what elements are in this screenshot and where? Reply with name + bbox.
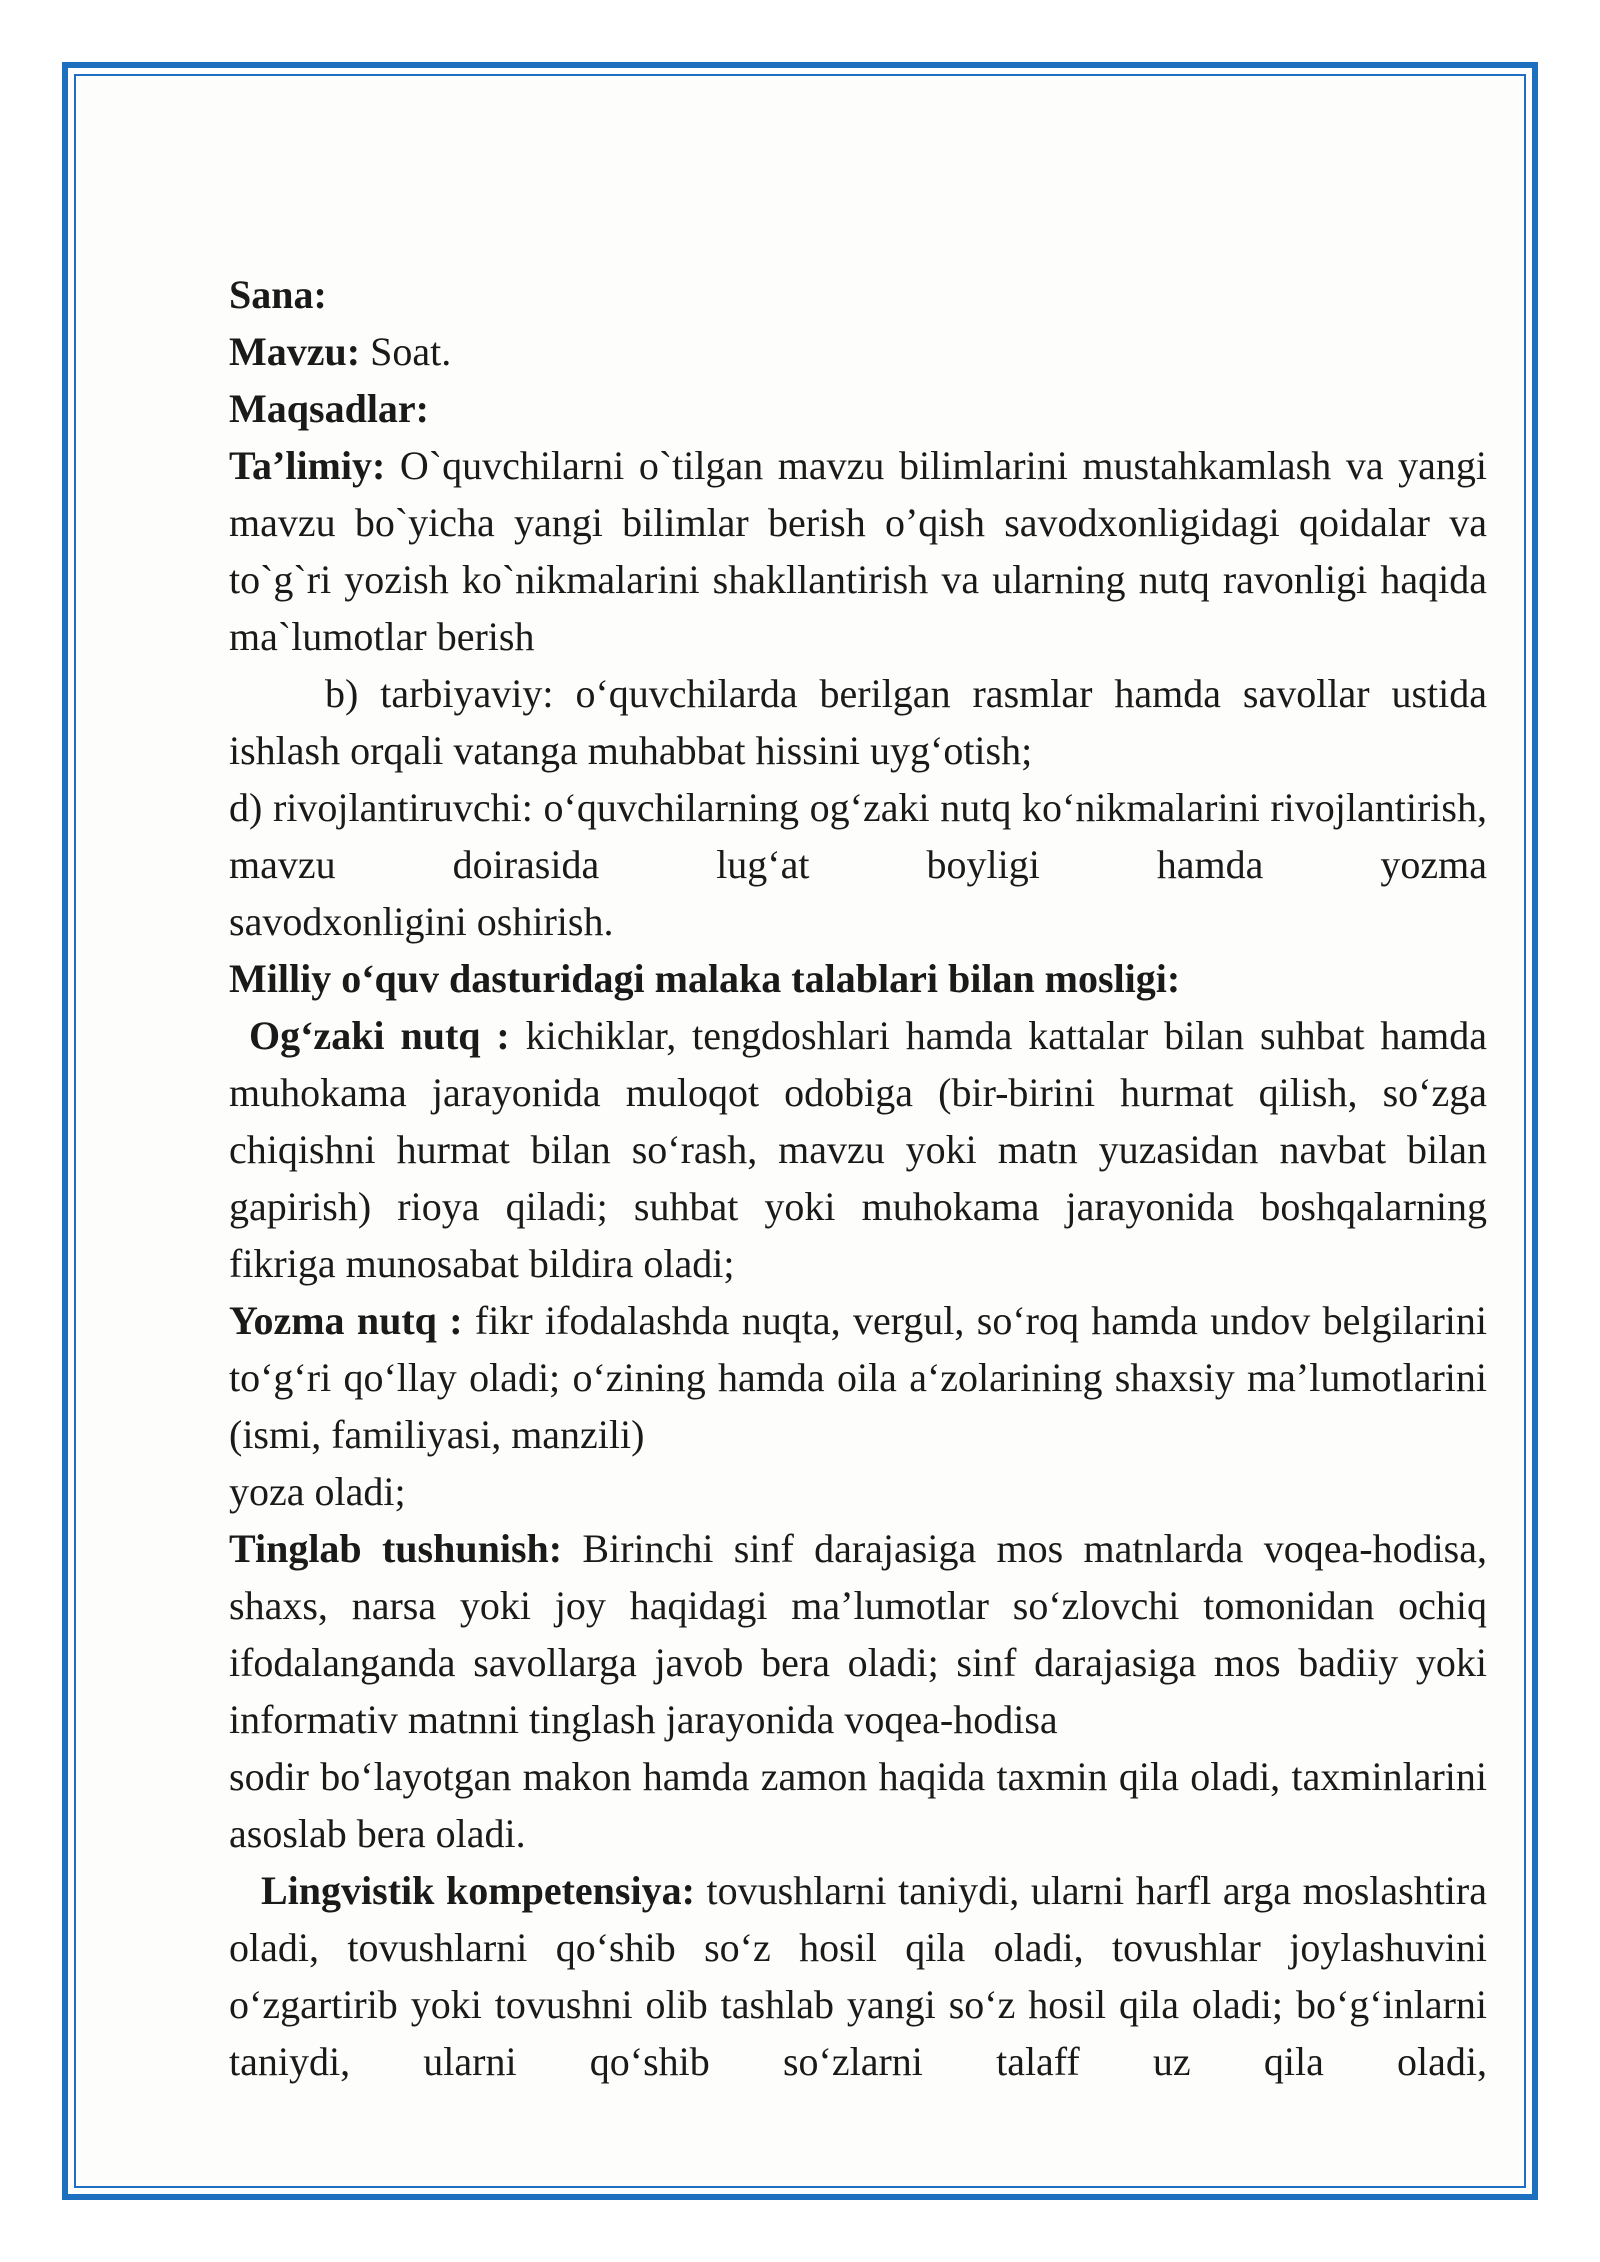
tinglab-paragraph xyxy=(229,1520,1487,1748)
yozma-text-end: yoza oladi; xyxy=(229,1469,406,1514)
yozma-end xyxy=(229,1463,1487,1520)
talimiy-label: Ta’limiy: xyxy=(229,443,386,488)
sana-label: Sana: xyxy=(229,272,327,317)
lingvistik-text: tovushlarni taniydi, ularni harfl arga moslashtira oladi, tovushlarni qo‘shib so‘z hosil qila oladi, tovushlar joylashuvini o‘zgartirib yoki tovushni olib tashlab yangi so‘z hosil qila oladi; bo‘g‘inlarni taniydi, ularni qo‘shib so‘zlarni talaff uz qila oladi, xyxy=(229,1868,1487,2084)
lingvistik-label: Lingvistik kompetensiya: xyxy=(261,1868,695,1913)
tinglab-label: Tinglab tushunish: xyxy=(229,1526,563,1571)
rivojlantiruvchi-text: d) rivojlantiruvchi: o‘quvchilarning og‘zaki nutq ko‘nikmalarini rivojlantirish, mavzu doirasida lug‘at boyligi hamda yozma xyxy=(229,785,1487,887)
mavzu-label: Mavzu: xyxy=(229,329,361,374)
talimiy-paragraph xyxy=(229,437,1487,665)
maqsadlar-label: Maqsadlar: xyxy=(229,386,429,431)
tarbiyaviy-text: b) tarbiyaviy: o‘quvchilarda berilgan rasmlar hamda savollar ustida ishlash orqali vatanga muhabbat hissini uyg‘otish; xyxy=(229,671,1487,773)
talimiy-text: O`quvchilarni o`tilgan mavzu bilimlarini mustahkamlash va yangi mavzu bo`yicha yangi bilimlar berish o’qish savodxonligidagi qoidalar va to`g`ri yozish ko`nikmalarini shakllantirish va ularning nutq ravonligi haqida ma`lumotlar berish xyxy=(229,443,1487,659)
maqsadlar-line xyxy=(229,380,1487,437)
tinglab-text: Birinchi sinf darajasiga mos matnlarda voqea-hodisa, shaxs, narsa yoki joy haqidagi ma’lumotlar so‘zlovchi tomonidan ochiq ifodalanganda savollarga javob bera oladi; sinf darajasiga mos badiiy yoki informativ matnni tinglash jarayonida voqea-hodisa xyxy=(229,1526,1488,1742)
yozma-text: fikr ifodalashda nuqta, vergul, so‘roq hamda undov belgilarini to‘g‘ri qo‘llay oladi; o‘zining hamda oila a‘zolarining shaxsiy ma’lumotlarini (ismi, familiyasi, manzili) xyxy=(229,1298,1488,1457)
rivojlantiruvchi-text-end: savodxonligini oshirish. xyxy=(229,899,614,944)
milliy-heading xyxy=(229,950,1487,1007)
ogzaki-text: kichiklar, tengdoshlari hamda kattalar bilan suhbat hamda muhokama jarayonida muloqot odobiga (bir-birini hurmat qilish, so‘zga chiqishni hurmat bilan so‘rash, mavzu yoki matn yuzasidan navbat bilan gapirish) rioya qiladi; suhbat yoki muhokama jarayonida boshqalarning fikriga munosabat bildira oladi; xyxy=(229,1013,1487,1286)
lesson-plan-body xyxy=(229,266,1487,2090)
lingvistik-paragraph xyxy=(229,1862,1487,2090)
ogzaki-paragraph xyxy=(229,1007,1487,1292)
yozma-label: Yozma nutq : xyxy=(229,1298,463,1343)
yozma-paragraph xyxy=(229,1292,1487,1463)
mavzu-line xyxy=(229,323,1487,380)
sana-line xyxy=(229,266,1487,323)
milliy-heading-text: Milliy o‘quv dasturidagi malaka talablari bilan mosligi: xyxy=(229,956,1181,1001)
tarbiyaviy-paragraph xyxy=(229,665,1487,779)
tinglab-text-end: sodir bo‘layotgan makon hamda zamon haqida taxmin qila oladi, taxminlarini asoslab bera oladi. xyxy=(229,1754,1487,1856)
ogzaki-label: Og‘zaki nutq : xyxy=(249,1013,510,1058)
mavzu-value: Soat. xyxy=(360,329,452,374)
tinglab-end-paragraph xyxy=(229,1748,1487,1862)
rivojlantiruvchi-paragraph xyxy=(229,779,1487,893)
rivojlantiruvchi-end xyxy=(229,893,1487,950)
